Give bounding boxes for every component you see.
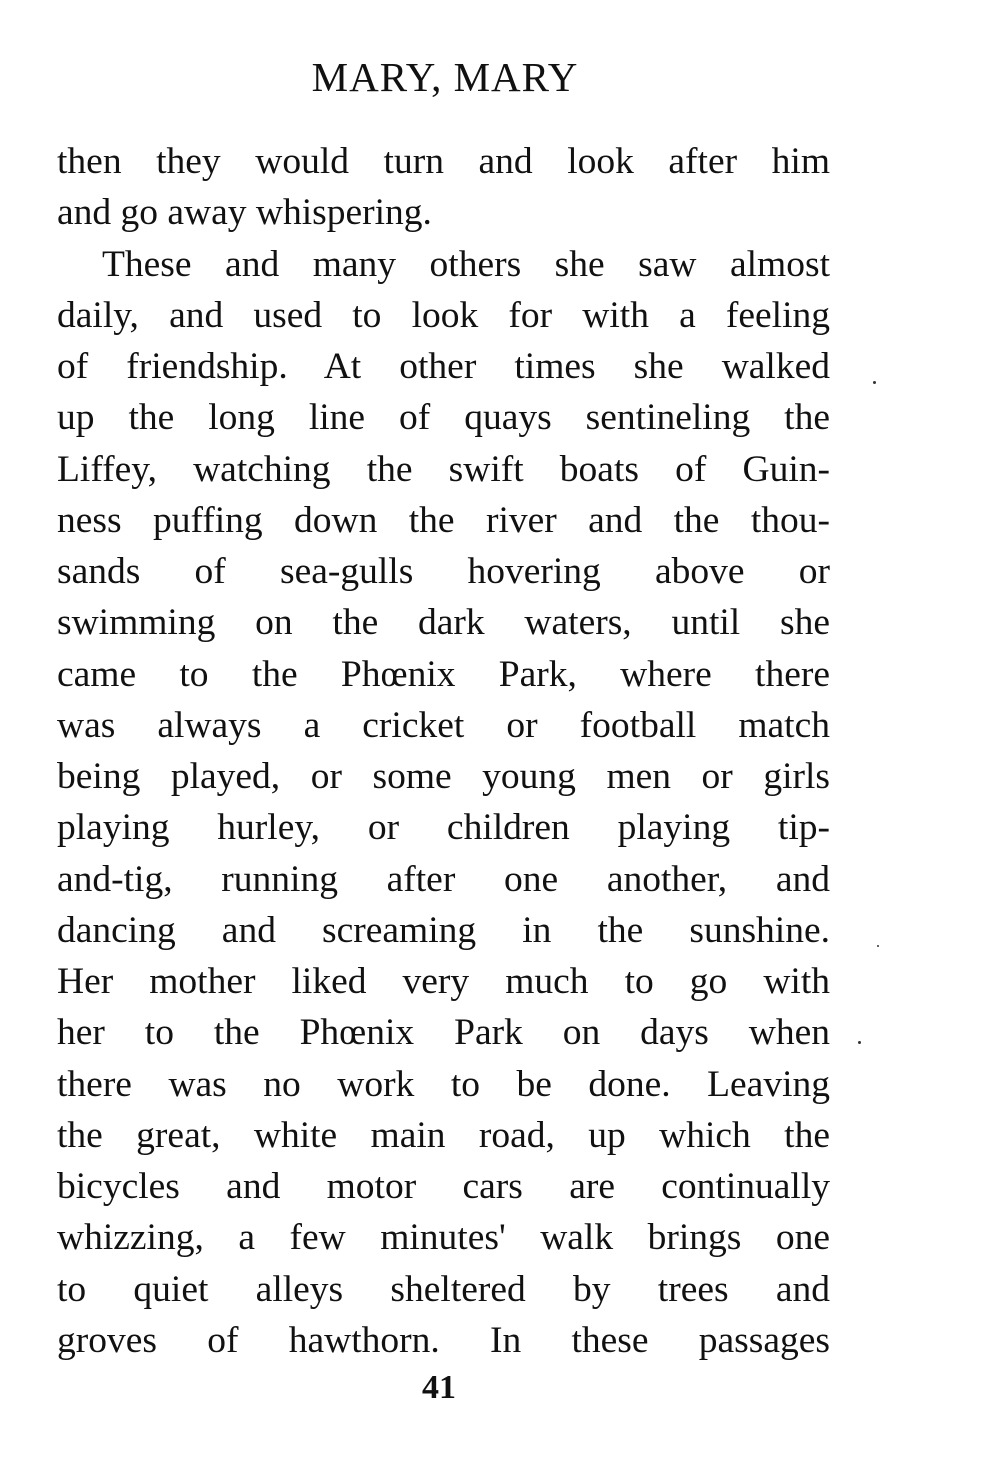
text-line: was always a cricket or football match: [57, 704, 830, 746]
text-line: up the long line of quays sentineling the: [57, 397, 830, 439]
text-line: ness puffing down the river and the thou-: [57, 499, 830, 541]
scan-speck: [858, 1041, 861, 1044]
text-line: playing hurley, or children playing tip-: [57, 807, 830, 849]
text-line: groves of hawthorn. In these passages: [57, 1319, 830, 1361]
text-line: dancing and screaming in the sunshine.: [57, 909, 830, 951]
running-title: MARY, MARY: [311, 54, 579, 100]
text-line: bicycles and motor cars are continually: [57, 1166, 830, 1207]
text-line: swimming on the dark waters, until she: [57, 602, 830, 644]
text-line: her to the Phœnix Park on days when: [57, 1012, 830, 1054]
scan-speck: [877, 945, 879, 947]
text-line: to quiet alleys sheltered by trees and: [57, 1268, 830, 1310]
text-line: the great, white main road, up which the: [57, 1114, 830, 1156]
page-number: 41: [422, 1369, 456, 1406]
text-line: and-tig, running after one another, and: [57, 858, 830, 900]
body-text: [57, 136, 830, 1366]
text-line: sands of sea-gulls hovering above or: [57, 551, 830, 592]
text-line: came to the Phœnix Park, where there: [57, 653, 830, 695]
text-line: of friendship. At other times she walked: [57, 346, 830, 387]
text-line: Liffey, watching the swift boats of Guin-: [57, 448, 830, 490]
text-line: then they would turn and look after him: [57, 141, 830, 182]
text-line: Her mother liked very much to go with: [57, 961, 830, 1002]
text-line: and go away whispering.: [57, 192, 432, 234]
text-line: These and many others she saw almost: [102, 243, 830, 285]
text-line: whizzing, a few minutes' walk brings one: [57, 1217, 830, 1259]
text-line: being played, or some young men or girls: [57, 756, 830, 797]
text-line: there was no work to be done. Leaving: [57, 1063, 830, 1105]
text-line: daily, and used to look for with a feeling: [57, 294, 830, 336]
scan-speck: [873, 381, 876, 384]
